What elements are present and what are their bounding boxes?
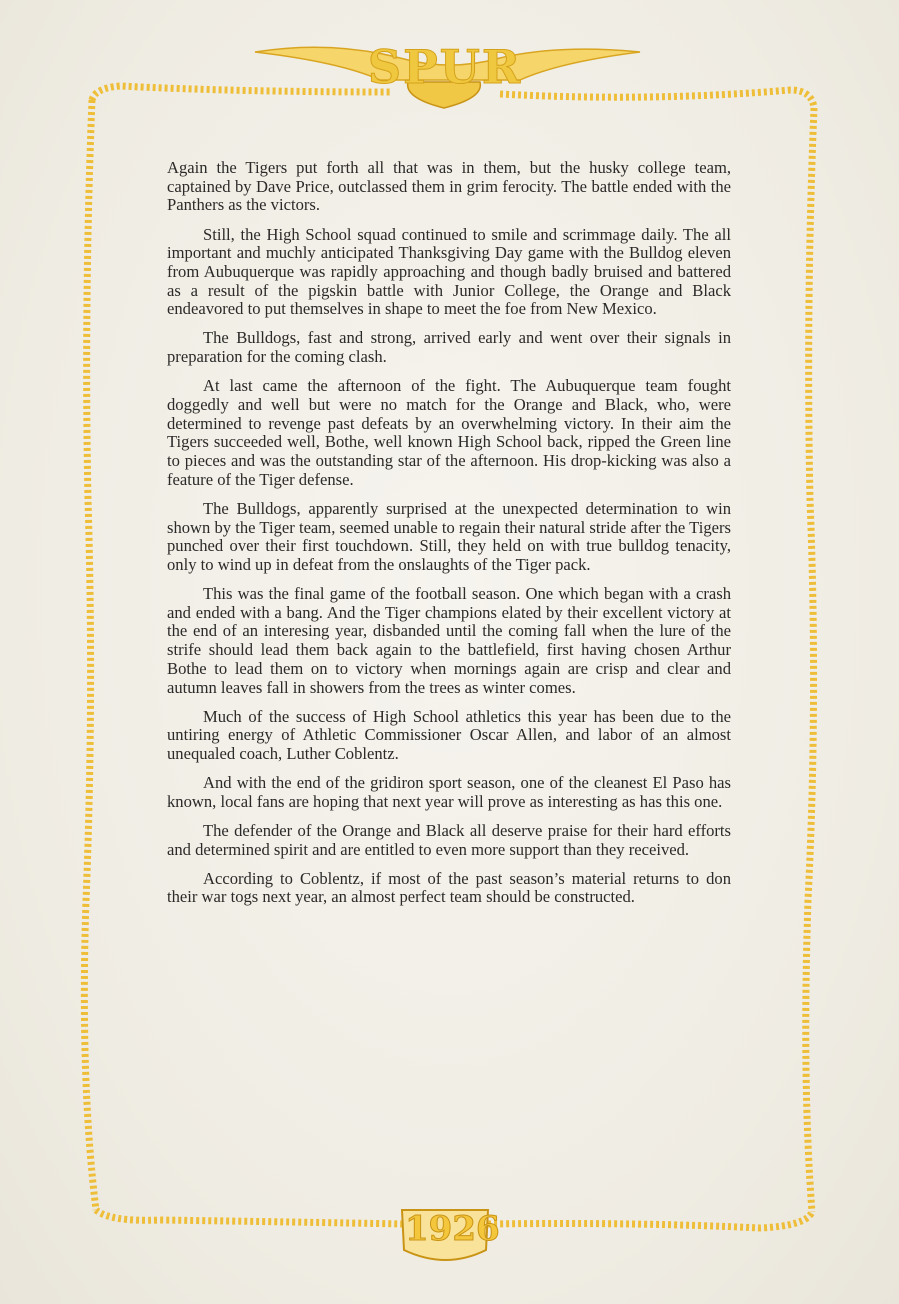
yearbook-title: SPUR (367, 40, 523, 94)
paragraph: The Bulldogs, fast and strong, arrived early and went over their signals in preparation for the coming clash. (167, 328, 731, 367)
bottom-right-border (488, 1212, 812, 1228)
top-right-border (500, 90, 814, 108)
paragraph: And with the end of the gridiron sport season, one of the cleanest El Paso has known, local fans are hoping that next year will prove as interesting as has this one. (167, 773, 731, 811)
article-body (167, 159, 731, 918)
left-border (84, 100, 96, 1210)
paragraph: At last came the afternoon of the fight. The Aubuquerque team fought doggedly and well but were no match for the Orange and Black, who, were determined to revenge past defeats by an overwhelming victory. In their aim the Tigers succeeded well, Bothe, well known High School back, ripped the Green line to pieces and was the outstanding star of the afternoon. His drop-kicking was also a feature of the Tiger defense. (167, 376, 731, 489)
paragraph: The Bulldogs, apparently surprised at the unexpected determination to win shown by the Tiger team, seemed unable to regain their natural stride after the Tigers punched over their first touchdown. Still, they held on with true bulldog tenacity, only to wind up in defeat from the onslaughts of the Tiger pack. (167, 498, 731, 574)
yearbook-year: 1926 (405, 1209, 500, 1249)
paragraph: Again the Tigers put forth all that was in them, but the husky college team, captained by Dave Price, outclassed them in grim ferocity. The battle ended with the Panthers as the victors. (167, 158, 731, 215)
bottom-left-border (96, 1210, 402, 1224)
paragraph: Still, the High School squad continued to smile and scrimmage daily. The all important and muchly anticipated Thanksgiving Day game with the Bulldog eleven from Aubuquerque was rapidly approaching and though badly bruised and battered as a result of the pigskin battle with Junior College, the Orange and Black endeavored to put themselves in shape to meet the foe from New Mexico. (167, 224, 731, 319)
paragraph: Much of the success of High School athletics this year has been due to the untiring energy of Athletic Commissioner Oscar Allen, and labor of an almost unequaled coach, Luther Coblentz. (167, 706, 731, 764)
paragraph: This was the final game of the football season. One which began with a crash and ended with a bang. And the Tiger champions elated by their excellent victory at the end of an interesing year, disbanded until the coming fall when the lure of the strife should lead them back again to the battlefield, first having chosen Arthur Bothe to lead them on to victory when mornings again are crisp and clear and autumn leaves fall in showers from the trees as winter comes. (167, 584, 731, 697)
paragraph: According to Coblentz, if most of the past season’s material returns to don their war togs next year, an almost perfect team should be constructed. (167, 868, 731, 907)
paragraph: The defender of the Orange and Black all deserve praise for their hard efforts and determined spirit and are entitled to even more support than they received. (167, 820, 731, 859)
top-left-border (92, 86, 390, 100)
right-border (806, 108, 814, 1212)
